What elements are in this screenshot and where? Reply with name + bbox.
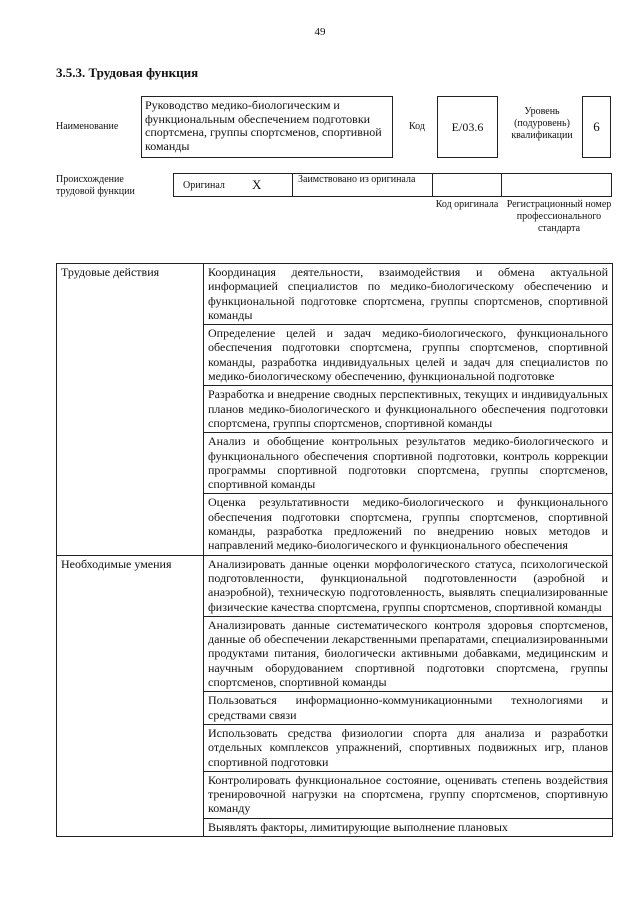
borrowed-label: Заимствовано из оригинала [298, 174, 416, 185]
table-row [57, 555, 613, 616]
level-value: 6 [582, 96, 611, 158]
table-cell: Контролировать функциональное состояние, оценивать степень воздействия тренировочной нагрузки на спортсмена, группу спортсменов, спортивную команду [204, 771, 613, 818]
level-label: Уровень (подуровень) квалификации [511, 106, 573, 141]
table-cell: Пользоваться информационно-коммуникационными технологиями и средствами связи [204, 692, 613, 725]
page-number: 49 [314, 26, 326, 38]
origin-label: Происхождение трудовой функции [56, 174, 135, 197]
category-labor-actions: Трудовые действия [57, 264, 204, 556]
category-required-skills: Необходимые умения [57, 555, 204, 836]
section-title: 3.5.3. Трудовая функция [56, 65, 199, 80]
table-row [57, 264, 613, 325]
name-value: Руководство медико-биологическим и функциональным обеспечением подготовки спортсмена, группы спортсменов, спортивной команды [141, 96, 393, 158]
code-label: Код [409, 121, 425, 132]
table-cell: Разработка и внедрение сводных перспективных, текущих и индивидуальных планов медико-биологического и функционального обеспечения подготовки спортсмена, группы спортсменов, спортивной команды [204, 386, 613, 433]
code-original-caption: Код оригинала [435, 199, 499, 210]
table-cell: Определение целей и задач медико-биологического, функционального обеспечения подготовки спортсмена, группы спортсменов, спортивной команды, разработка индивидуальных целей и задач для специалистов по медико-биологическому обеспечению, функциональной подготовке [204, 325, 613, 386]
table-cell: Выявлять факторы, лимитирующие выполнение плановых [204, 818, 613, 836]
table-cell: Анализировать данные систематического контроля здоровья спортсменов, данные об обеспечении лекарственными препаратами, специализированными продуктами питания, биологически активными добавками, медицинским и научным оборудованием спортивной подготовки спортсмена, группы спортсменов, спортивной команды [204, 616, 613, 691]
name-label: Наименование [56, 121, 119, 132]
original-label: Оригинал [183, 180, 225, 191]
table-cell: Анализировать данные оценки морфологического статуса, психологической подготовленности, функциональной подготовленности (аэробной и анаэробной), техническую подготовленность, выявлять специализированные физические качества спортсмена, группы спортсменов, спортивной команды [204, 555, 613, 616]
reg-number-caption: Регистрационный номер профессионального стандарта [506, 199, 612, 234]
table-cell: Использовать средства физиологии спорта для анализа и разработки отдельных комплексов упражнений, спортивных подвижных игр, планов спортивной подготовки [204, 724, 613, 771]
table-cell: Анализ и обобщение контрольных результатов медико-биологического и функционального обеспечения спортивной подготовки, контроль коррекции программы спортивной подготовки спортсмена, группы спортсменов, спортивной команды [204, 433, 613, 494]
origin-row [173, 173, 612, 197]
table-cell: Оценка результативности медико-биологического и функционального обеспечения подготовки спортсмена, группы спортсменов, спортивной команды, разработка предложений по внедрению новых методов и направлений медико-биологического и функционального обеспечения [204, 494, 613, 555]
original-checkmark: X [252, 177, 262, 192]
table-cell: Координация деятельности, взаимодействия и обмена актуальной информацией специалистов по медико-биологическому обеспечению и функциональной подготовке спортсмена, группы спортсменов, спортивной команды [204, 264, 613, 325]
labor-function-table [56, 263, 613, 837]
code-value: E/03.6 [437, 96, 498, 158]
